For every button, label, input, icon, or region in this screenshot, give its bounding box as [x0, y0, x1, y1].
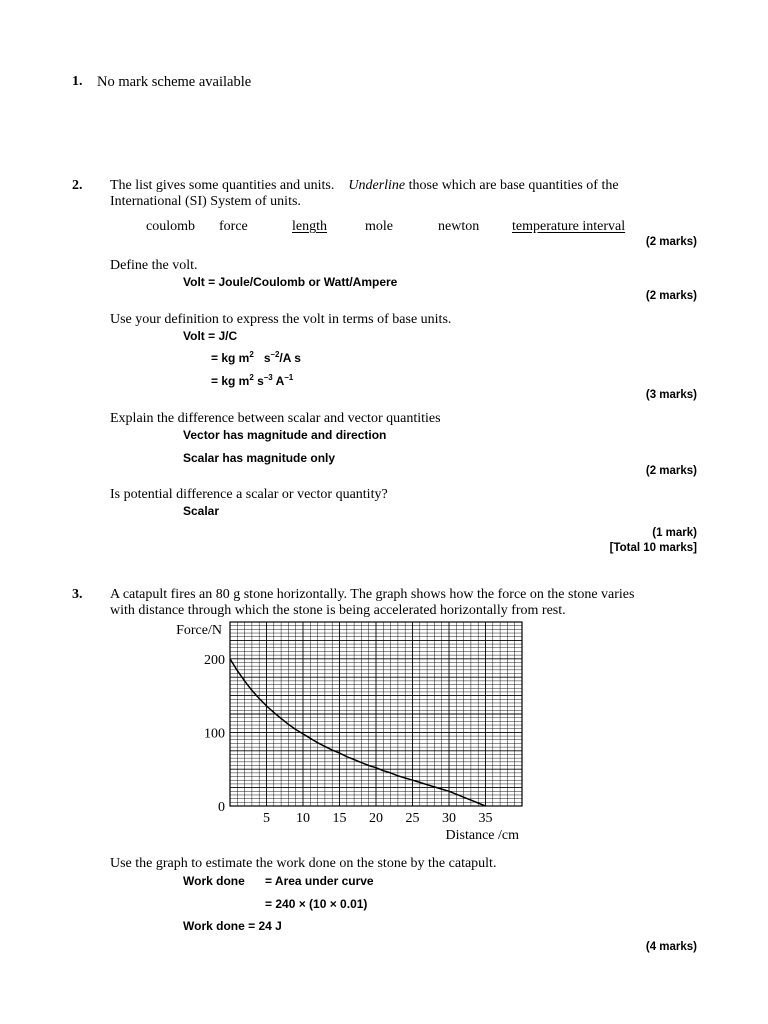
q2-express-line3-b-sup: –3 [263, 373, 273, 382]
x-axis-label: Distance /cm [445, 828, 519, 843]
y-tick-label: 100 [204, 726, 225, 742]
q3-intro-line1: A catapult fires an 80 g stone horizontally. The graph shows how the force on the stone varies [110, 587, 635, 602]
q2-intro [110, 178, 619, 194]
q2-express-line3-a: = kg m [211, 374, 250, 388]
q2-scalar-prompt: Explain the difference between scalar and vector quantities [110, 411, 441, 426]
x-tick-label: 15 [332, 811, 347, 826]
q2-express-line2-b-sup: –2 [270, 350, 280, 359]
q2-intro-emphasis: Underline [348, 178, 406, 193]
q3-work-line2: = 240 × (10 × 0.01) [265, 897, 368, 911]
q2-express-line2-a-sup: 2 [249, 350, 254, 359]
q2-intro-pre: The list gives some quantities and units. [110, 178, 335, 193]
q2-express-line2-a: = kg m [211, 351, 250, 365]
q2-marks-c: (3 marks) [645, 389, 697, 401]
q2-express-line3-c-sup: –1 [284, 373, 294, 382]
q2-express-line3 [211, 374, 293, 388]
q3-work-line3: Work done = 24 J [183, 919, 282, 933]
q2-scalar-answer-1: Vector has magnitude and direction [183, 428, 387, 442]
q2-marks-b: (2 marks) [645, 290, 697, 302]
q2-total-marks: [Total 10 marks] [609, 542, 697, 554]
q2-item-length-text: length [292, 219, 327, 234]
q2-scalar-answer-2: Scalar has magnitude only [183, 451, 336, 465]
y-tick-label: 0 [218, 800, 225, 815]
y-tick-label: 200 [204, 652, 225, 668]
q2-item-temperature-interval-text: temperature interval [512, 219, 626, 234]
q3-marks: (4 marks) [645, 941, 697, 953]
q3-work-line1-label: Work done [183, 874, 245, 888]
q3-work-prompt: Use the graph to estimate the work done on the stone by the catapult. [110, 856, 497, 871]
q2-express-line3-c: A [275, 374, 285, 388]
q2-express-line2-b: s [263, 351, 271, 365]
x-tick-label: 20 [369, 811, 383, 826]
q2-marks-e: (1 mark) [652, 527, 697, 539]
q2-express-line1: Volt = J/C [183, 329, 238, 343]
force-distance-chart [0, 600, 768, 860]
q2-item-newton: newton [438, 219, 480, 234]
x-tick-label: 5 [263, 811, 270, 826]
q2-item-force: force [219, 219, 248, 234]
q2-marks-d: (2 marks) [645, 465, 697, 477]
q2-express-prompt: Use your definition to express the volt in terms of base units. [110, 312, 452, 327]
q1-number: 1. [72, 74, 83, 89]
x-tick-label: 30 [442, 811, 456, 826]
q2-express-line2 [211, 351, 301, 365]
y-axis-label: Force/N [176, 623, 222, 638]
q3-intro-line2: with distance through which the stone is being accelerated horizontally from rest. [110, 603, 566, 618]
q2-item-coulomb: coulomb [146, 219, 195, 234]
q2-marks-a: (2 marks) [645, 236, 697, 248]
q3-number: 3. [72, 587, 83, 602]
q2-item-temperature-interval [512, 219, 625, 235]
q2-define-prompt: Define the volt. [110, 258, 198, 273]
x-tick-label: 25 [405, 811, 420, 826]
q2-express-line3-a-sup: 2 [249, 373, 254, 382]
x-tick-label: 35 [478, 811, 493, 826]
q1-text: No mark scheme available [97, 74, 252, 90]
q2-intro-line2: International (SI) System of units. [110, 194, 301, 209]
q2-item-length [292, 219, 327, 235]
x-tick-label: 10 [296, 811, 310, 826]
q2-define-answer: Volt = Joule/Coulomb or Watt/Ampere [183, 275, 398, 289]
q3-work-line1-value: = Area under curve [265, 874, 374, 888]
q2-item-mole: mole [365, 219, 393, 234]
chart-axis-labels [176, 623, 519, 843]
q2-intro-post: those which are base quantities of the [408, 178, 619, 193]
q2-pd-prompt: Is potential difference a scalar or vector quantity? [110, 487, 388, 502]
chart-grid [230, 622, 522, 806]
q2-number: 2. [72, 178, 83, 193]
q2-express-line3-b: s [257, 374, 264, 388]
q2-express-line2-c: /A s [279, 351, 301, 365]
q2-pd-answer: Scalar [183, 504, 220, 518]
